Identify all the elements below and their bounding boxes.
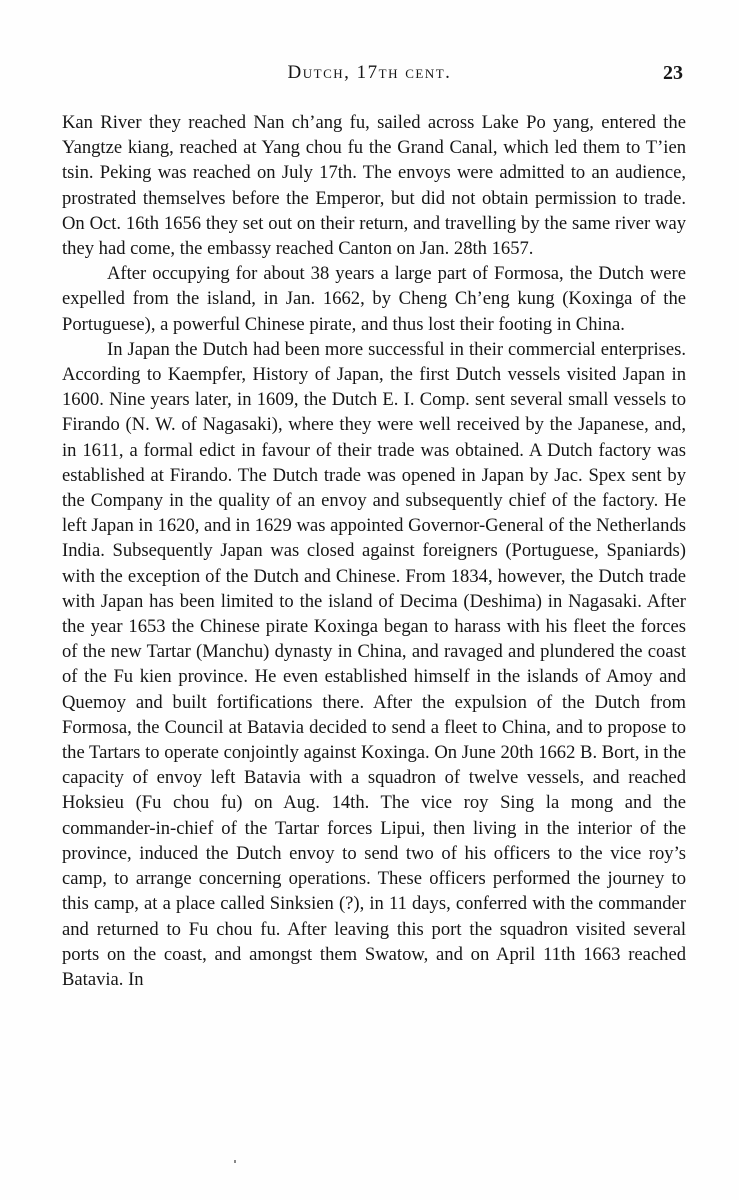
paragraph-formosa: After occupying for about 38 years a large part of Formosa, the Dutch were expelled from the island, in Jan. 1662, by Cheng Ch’eng kung (Koxinga of the Portuguese), a powerful Chinese pirate, and thus lost their footing in China. bbox=[62, 263, 686, 335]
print-speck bbox=[234, 1160, 236, 1163]
paragraph-continuation: Kan River they reached Nan ch’ang fu, sailed across Lake Po yang, entered the Yangtze kiang, reached at Yang chou fu the Grand Canal, which led them to T’ien tsin. Peking was reached on July 17th. The envoys were admitted to an audience, prostrated themselves before the Emperor, but did not obtain permission to trade. On Oct. 16th 1656 they set out on their return, and travelling by the same river way they had come, the embassy reached Canton on Jan. 28th 1657. bbox=[62, 112, 686, 260]
paragraph-japan: In Japan the Dutch had been more successful in their commercial enterprises. According to Kaempfer, History of Japan, the first Dutch vessels visited Japan in 1600. Nine years later, in 1609, the Dutch E. I. Comp. sent several small vessels to Firando (N. W. of Nagasaki), where they were well received by the Japanese, and, in 1611, a formal edict in favour of their trade was obtained. A Dutch factory was established at Firando. The Dutch trade was opened in Japan by Jac. Spex sent by the Company in the quality of an envoy and subsequently chief of the factory. He left Japan in 1620, and in 1629 was appointed Governor-General of the Netherlands India. Subsequently Japan was closed against foreigners (Portuguese, Spaniards) with the exception of the Dutch and Chinese. From 1834, however, the Dutch trade with Japan has been limited to the island of Decima (Deshima) in Nagasaki. After the year 1653 the Chinese pirate Koxinga began to harass with his fleet the forces of the new Tartar (Manchu) dynasty in China, and ravaged and plundered the coast of the Fu kien province. He even established himself in the islands of Amoy and Quemoy and built fortifications there. After the expulsion of the Dutch from Formosa, the Council at Batavia decided to send a fleet to China, and to propose to the Tartars to operate conjointly against Koxinga. On June 20th 1662 B. Bort, in the capacity of envoy left Batavia with a squadron of twelve vessels, and reached Hoksieu (Fu chou fu) on Aug. 14th. The vice roy Sing la mong and the commander-in-chief of the Tartar forces Lipui, then living in the interior of the province, induced the Dutch envoy to send two of his officers to the vice roy’s camp, to arrange concerning operations. These officers performed the journey to this camp, at a place called Sinksien (?), in 11 days, conferred with the commander and returned to Fu chou fu. After leaving this port the squadron visited several ports on the coast, and amongst them Swatow, and on April 11th 1663 reached Batavia. In bbox=[62, 338, 686, 990]
page-number: 23 bbox=[663, 62, 683, 84]
running-head bbox=[0, 62, 739, 92]
body-text bbox=[62, 110, 686, 992]
running-title: Dutch, 17th cent. bbox=[287, 62, 452, 83]
